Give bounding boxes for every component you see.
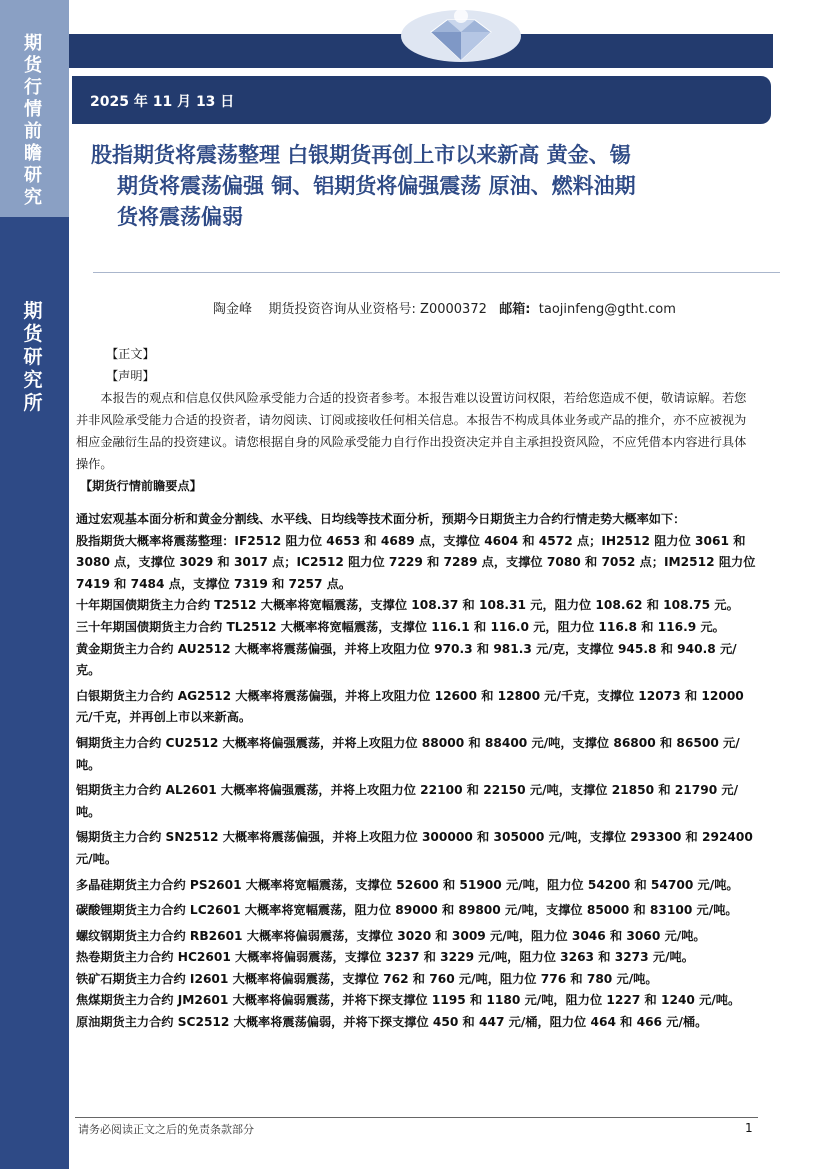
date-banner xyxy=(72,76,771,124)
footer-note: 请务必阅读正文之后的免责条款部分 xyxy=(78,1123,254,1136)
forecast-item: 原油期货主力合约 SC2512 大概率将震荡偏弱，并将下探支撑位 450 和 447 元/桶，阻力位 464 和 466 元/桶。 xyxy=(76,1015,708,1030)
title-line-3: 货将震荡偏弱 xyxy=(117,204,243,229)
forecast-item: 多晶硅期货主力合约 PS2601 大概率将宽幅震荡，支撑位 52600 和 51900 元/吨，阻力位 54200 和 54700 元/吨。 xyxy=(76,877,739,892)
page-number: 1 xyxy=(745,1121,753,1135)
footer-divider xyxy=(75,1117,758,1118)
title-line-2: 期货将震荡偏强 铜、铝期货将偏强震荡 原油、燃料油期 xyxy=(117,173,636,198)
forecast-item: 碳酸锂期货主力合约 LC2601 大概率将宽幅震荡，阻力位 89000 和 89800 元/吨，支撑位 85000 和 83100 元/吨。 xyxy=(76,903,738,918)
author-line xyxy=(213,298,676,317)
forecast-intro: 通过宏观基本面分析和黄金分割线、水平线、日均线等技术面分析，预期今日期货主力合约行情走势大概率如下： xyxy=(76,512,686,526)
forecast-section xyxy=(76,509,756,1034)
forecast-item: 三十年期国债期货主力合约 TL2512 大概率将宽幅震荡，支撑位 116.1 和 116.0 元，阻力位 116.8 和 116.9 元。 xyxy=(76,619,725,634)
email-label: 邮箱: xyxy=(499,302,531,317)
forecast-item: 锡期货主力合约 SN2512 大概率将震荡偏强，并将上攻阻力位 300000 和 305000 元/吨，支撑位 293300 和 292400 元/吨。 xyxy=(76,830,753,866)
key-points-heading: 【期货行情前瞻要点】 xyxy=(80,479,202,493)
header-band xyxy=(69,34,773,68)
forecast-item: 黄金期货主力合约 AU2512 大概率将震荡偏强，并将上攻阻力位 970.3 和 981.3 元/克，支撑位 945.8 和 940.8 元/克。 xyxy=(76,641,737,678)
author-email: taojinfeng@gtht.com xyxy=(538,302,676,317)
diamond-logo-icon xyxy=(391,2,531,62)
forecast-item: 铜期货主力合约 CU2512 大概率将偏强震荡，并将上攻阻力位 88000 和 88400 元/吨，支撑位 86800 和 86500 元/吨。 xyxy=(76,735,740,772)
author-name: 陶金峰 xyxy=(213,302,253,317)
report-title xyxy=(91,139,756,232)
forecast-item: 白银期货主力合约 AG2512 大概率将震荡偏强，并将上攻阻力位 12600 和 12800 元/千克，支撑位 12073 和 12000 元/千克，并再创上市以来新高。 xyxy=(76,688,744,725)
forecast-item: 热卷期货主力合约 HC2601 大概率将偏弱震荡，支撑位 3237 和 3229 元/吨，阻力位 3263 和 3273 元/吨。 xyxy=(76,950,694,965)
report-date: 2025 年 11 月 13 日 xyxy=(90,94,235,110)
forecast-item: 铝期货主力合约 AL2601 大概率将偏强震荡，并将上攻阻力位 22100 和 22150 元/吨，支撑位 21850 和 21790 元/吨。 xyxy=(76,783,739,819)
author-qualification: 期货投资咨询从业资格号: Z0000372 xyxy=(268,302,487,317)
sidebar-bottom-label: 期货研究所 xyxy=(23,300,43,414)
forecast-item: 螺纹钢期货主力合约 RB2601 大概率将偏弱震荡，支撑位 3020 和 3009 元/吨，阻力位 3046 和 3060 元/吨。 xyxy=(76,928,706,943)
title-line-1: 股指期货将震荡整理 白银期货再创上市以来新高 黄金、锡 xyxy=(91,142,631,167)
statement-tag: 【声明】 xyxy=(106,369,155,383)
forecast-item: 十年期国债期货主力合约 T2512 大概率将宽幅震荡，支撑位 108.37 和 108.31 元，阻力位 108.62 和 108.75 元。 xyxy=(76,598,739,613)
forecast-item: 股指期货大概率将震荡整理：IF2512 阻力位 4653 和 4689 点，支撑位 4604 和 4572 点；IH2512 阻力位 3061 和 3080 点，支撑位 3029 和 3017 点；IC2512 阻力位 7229 和 7289 点，支撑位 7080 和 7052 点；IM2512 阻力位 7419 和 7484 点，支撑位 7319 和 7257 点。 xyxy=(76,533,756,591)
report-body xyxy=(76,343,756,497)
sidebar-top-label: 期货行情前瞻研究 xyxy=(24,33,42,208)
forecast-item: 铁矿石期货主力合约 I2601 大概率将偏弱震荡，支撑位 762 和 760 元/吨，阻力位 776 和 780 元/吨。 xyxy=(76,971,658,986)
title-divider xyxy=(93,272,780,273)
forecast-item: 焦煤期货主力合约 JM2601 大概率将偏弱震荡，并将下探支撑位 1195 和 1180 元/吨，阻力位 1227 和 1240 元/吨。 xyxy=(76,993,741,1008)
main-text-tag: 【正文】 xyxy=(106,347,155,361)
disclaimer-text: 本报告的观点和信息仅供风险承受能力合适的投资者参考。本报告难以设置访问权限，若给您造成不便，敬请谅解。若您并非风险承受能力合适的投资者，请勿阅读、订阅或接收任何相关信息。本报告不构成具体业务或产品的推介，亦不应被视为相应金融衍生品的投资建议。请您根据自身的风险承受能力自行作出投资决定并自主承担投资风险，不应凭借本内容进行具体操作。 xyxy=(76,391,747,471)
